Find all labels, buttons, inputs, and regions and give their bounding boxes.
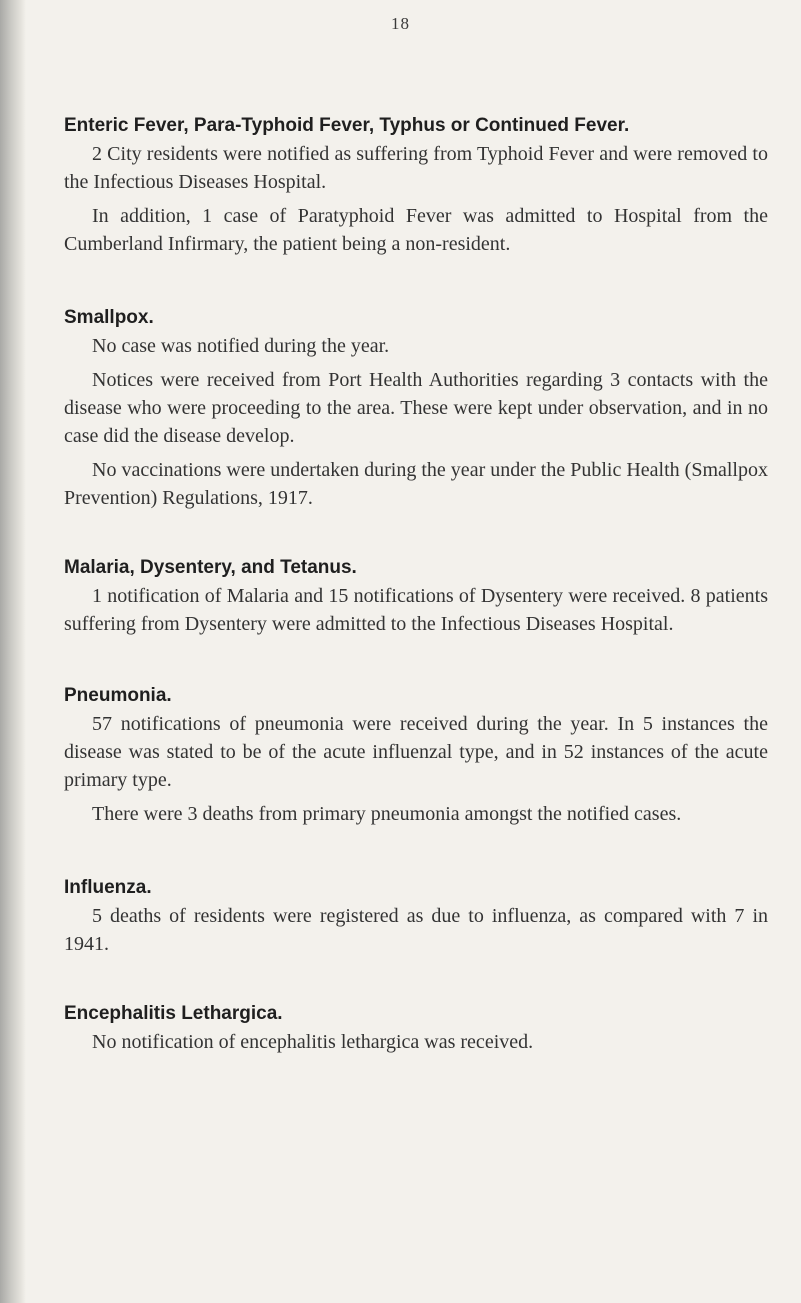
paragraph: No vaccinations were undertaken during the year under the Public Health (Smallpox Prevention) Regulations, 1917.	[64, 459, 768, 509]
document-body	[64, 112, 768, 1062]
paragraph: 2 City residents were notified as suffering from Typhoid Fever and were removed to the Infectious Diseases Hospital.	[64, 143, 768, 193]
paragraph: 5 deaths of residents were registered as due to influenza, as compared with 7 in 1941.	[64, 905, 768, 955]
paragraph: No notification of encephalitis lethargica was received.	[92, 1031, 534, 1053]
section-heading: Enteric Fever, Para-Typhoid Fever, Typhus or Continued Fever.	[64, 115, 630, 136]
paragraph: In addition, 1 case of Paratyphoid Fever was admitted to Hospital from the Cumberland Infirmary, the patient being a non-resident.	[64, 205, 768, 255]
section-enteric-fever	[64, 112, 768, 258]
section-heading: Pneumonia.	[64, 685, 172, 706]
page-binding-shadow	[0, 0, 26, 1303]
section-heading: Malaria, Dysentery, and Tetanus.	[64, 557, 357, 578]
section-heading: Encephalitis Lethargica.	[64, 1003, 283, 1024]
paragraph: 57 notifications of pneumonia were received during the year. In 5 instances the disease was stated to be of the acute influenzal type, and in 52 instances of the acute primary type.	[64, 713, 768, 791]
paragraph: There were 3 deaths from primary pneumonia amongst the notified cases.	[92, 803, 682, 825]
page-number: 18	[391, 14, 410, 33]
paragraph: 1 notification of Malaria and 15 notifications of Dysentery were received. 8 patients suffering from Dysentery were admitted to the Infectious Diseases Hospital.	[64, 585, 768, 635]
section-heading: Influenza.	[64, 877, 152, 898]
section-malaria-dysentery-tetanus	[64, 554, 768, 638]
section-influenza	[64, 874, 768, 958]
section-encephalitis-lethargica	[64, 1000, 768, 1056]
section-heading: Smallpox.	[64, 307, 154, 328]
paragraph: No case was notified during the year.	[92, 335, 390, 357]
paragraph: Notices were received from Port Health Authorities regarding 3 contacts with the disease who were proceeding to the area. These were kept under observation, and in no case did the disease develop.	[64, 369, 768, 447]
section-smallpox	[64, 304, 768, 512]
section-pneumonia	[64, 682, 768, 828]
